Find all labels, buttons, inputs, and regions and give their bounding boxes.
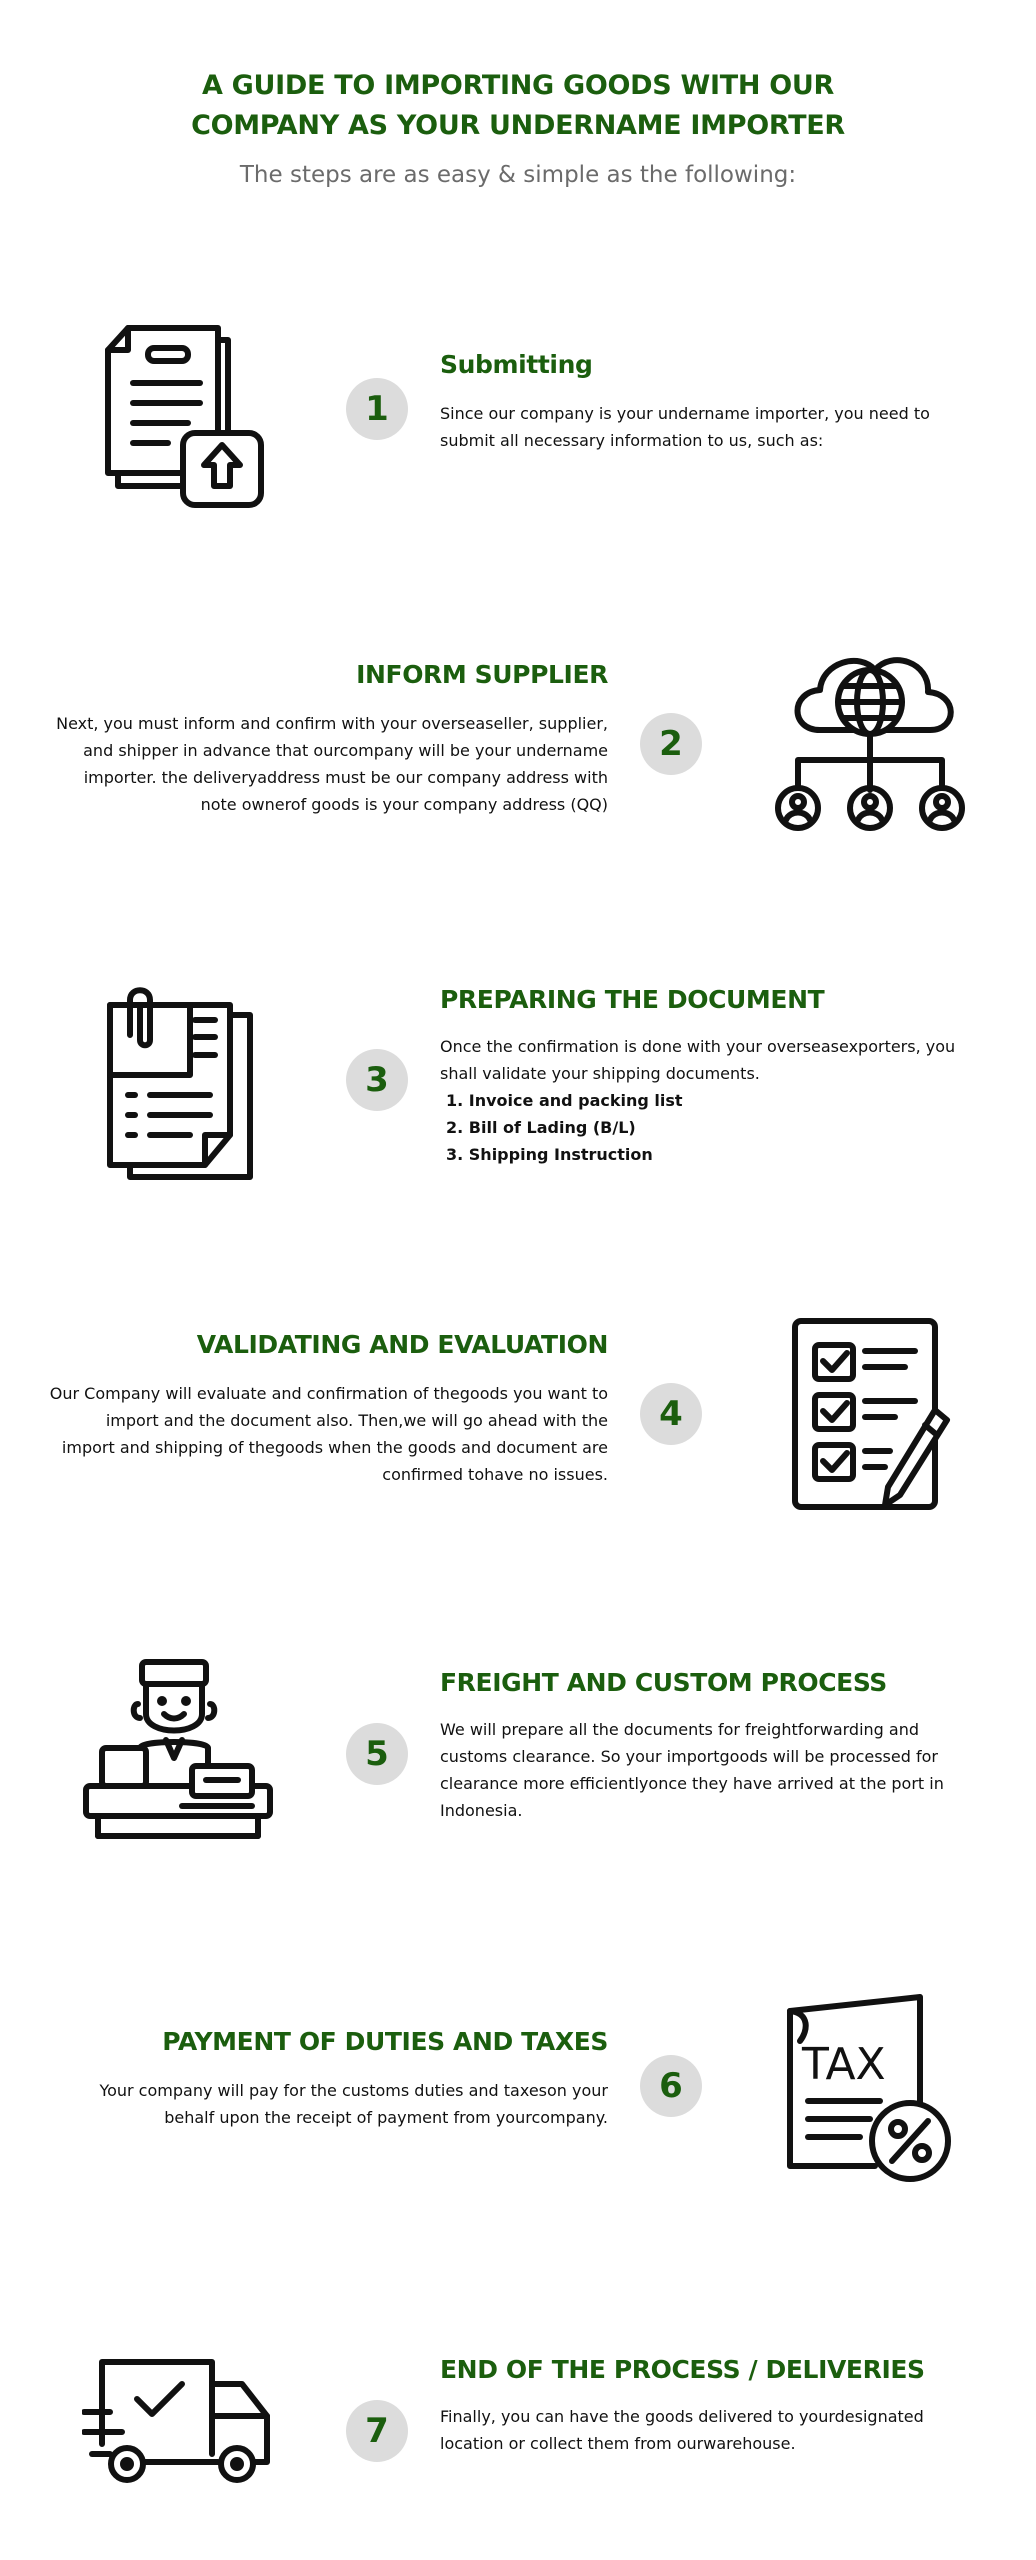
- step-1: [0, 300, 1036, 520]
- checklist-icon: [785, 1315, 955, 1515]
- step-title: END OF THE PROCESS / DELIVERIES: [440, 2355, 925, 2384]
- page-title-line-2: COMPANY AS YOUR UNDERNAME IMPORTER: [191, 110, 845, 141]
- tax-percent-icon: [780, 1991, 960, 2186]
- required-documents-list: [440, 1087, 980, 1168]
- list-item: 1. Invoice and packing list: [446, 1091, 683, 1110]
- documents-clip-icon: [100, 985, 260, 1185]
- step-description: Your company will pay for the customs duties and taxeson your behalf upon the receipt of payment from yourcompany.: [99, 2081, 608, 2127]
- list-item: 3. Shipping Instruction: [446, 1145, 653, 1164]
- tax-label: TAX: [802, 2039, 886, 2090]
- page-subtitle: The steps are as easy & simple as the following:: [239, 162, 797, 188]
- step-6: [0, 1985, 1036, 2205]
- delivery-truck-icon: [82, 2354, 282, 2494]
- page-title-line-1: A GUIDE TO IMPORTING GOODS WITH OUR: [201, 70, 835, 101]
- step-3: [0, 975, 1036, 1195]
- step-number-badge: 2: [640, 713, 702, 775]
- step-number-badge: 1: [346, 378, 408, 440]
- document-upload-icon: [88, 308, 268, 508]
- page-title: [0, 66, 1036, 146]
- step-description-text: Once the confirmation is done with your overseasexporters, you shall validate your shipping documents.: [440, 1037, 956, 1083]
- step-number-badge: 7: [346, 2400, 408, 2462]
- cloud-network-icon: [770, 640, 970, 840]
- step-title: PREPARING THE DOCUMENT: [440, 985, 825, 1014]
- step-title: Submitting: [440, 350, 593, 379]
- step-number-badge: 3: [346, 1049, 408, 1111]
- step-7: [0, 2330, 1036, 2530]
- step-title: INFORM SUPPLIER: [356, 660, 608, 689]
- step-title: VALIDATING AND EVALUATION: [196, 1330, 608, 1359]
- step-description: Finally, you can have the goods delivered to yourdesignated location or collect them from ourwarehouse.: [440, 2407, 924, 2453]
- step-description: We will prepare all the documents for freightforwarding and customs clearance. So your importgoods will be processed for clearance more efficientlyonce they have arrived at the port in Indonesia.: [440, 1720, 944, 1820]
- step-2: [0, 640, 1036, 860]
- step-4: [0, 1315, 1036, 1535]
- list-item: 2. Bill of Lading (B/L): [446, 1118, 636, 1137]
- step-description: Next, you must inform and confirm with your overseaseller, supplier, and shipper in advance that ourcompany will be your undername importer. the deliveryaddress must be our company address with note ownerof goods is your company address (QQ): [56, 714, 608, 814]
- step-description: Since our company is your undername importer, you need to submit all necessary information to us, such as:: [440, 404, 930, 450]
- step-5: [0, 1650, 1036, 1870]
- step-description: [440, 1033, 980, 1168]
- step-title: PAYMENT OF DUTIES AND TAXES: [162, 2027, 608, 2056]
- step-number-badge: 6: [640, 2055, 702, 2117]
- step-description: Our Company will evaluate and confirmation of thegoods you want to import and the document also. Then,we will go ahead with the import and shipping of thegoods when the goods and document are confirmed tohave no issues.: [49, 1384, 608, 1484]
- customs-officer-icon: [82, 1656, 282, 1846]
- step-title: FREIGHT AND CUSTOM PROCESS: [440, 1668, 887, 1697]
- step-number-badge: 4: [640, 1383, 702, 1445]
- step-number-badge: 5: [346, 1723, 408, 1785]
